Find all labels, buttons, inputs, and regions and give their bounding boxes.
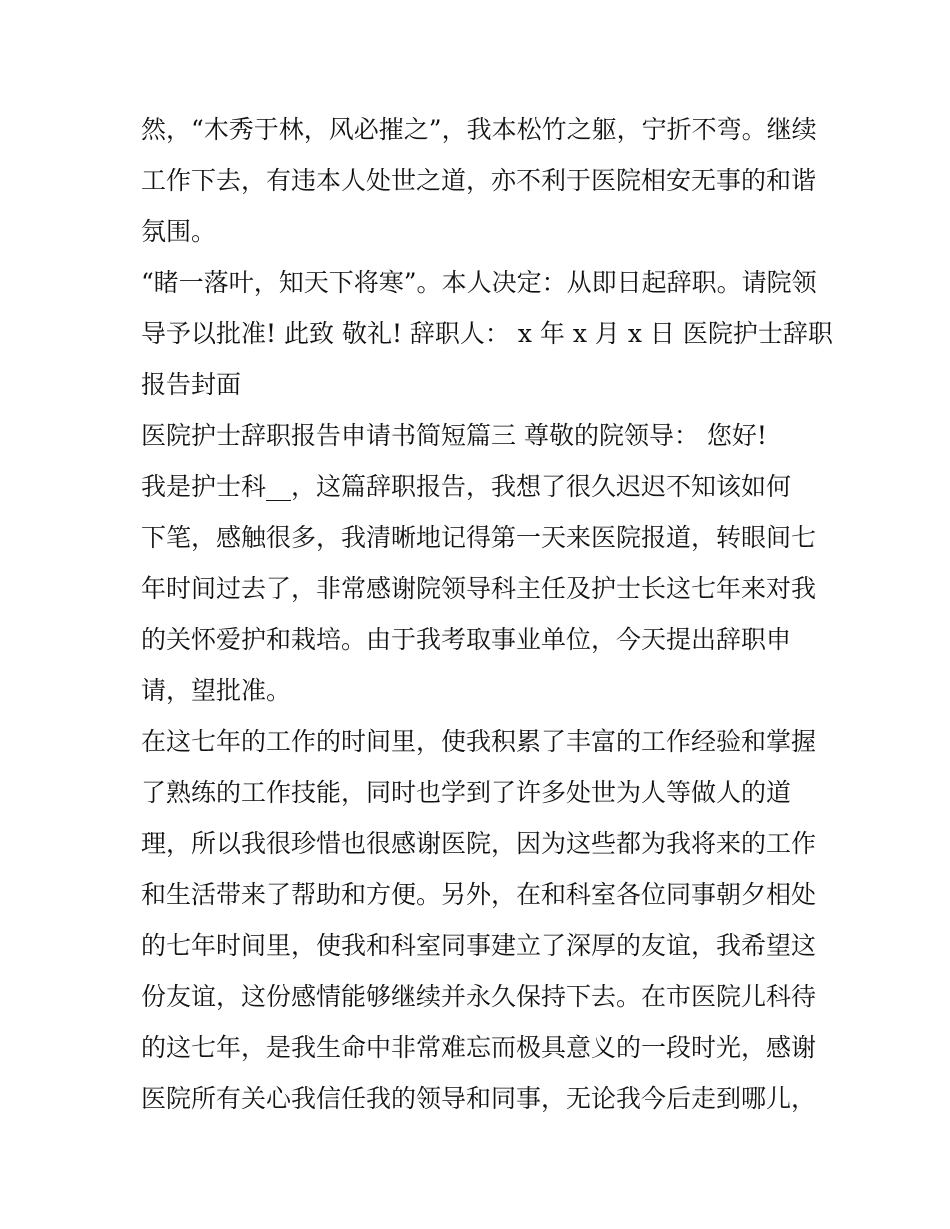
paragraph-4 <box>141 716 821 1124</box>
text-line: 工作下去，有违本人处世之道，亦不利于医院相安无事的和谐 <box>141 166 817 195</box>
text-line: 的关怀爱护和栽培。由于我考取事业单位，今天提出辞职申 <box>141 625 792 654</box>
text-line: 请，望批准。 <box>141 676 292 705</box>
text-line: 然，“木秀于林，风必摧之”，我本松竹之躯，宁折不弯。继续 <box>141 115 817 144</box>
text-line: 年时间过去了，非常感谢院领导科主任及护士长这七年来对我 <box>141 574 817 603</box>
paragraph-1 <box>141 104 821 257</box>
text-line: 的七年时间里，使我和科室同事建立了深厚的友谊，我希望这 <box>141 931 817 960</box>
text-line: 医院护士辞职报告申请书简短篇三 尊敬的院领导： 您好! <box>141 421 767 450</box>
text-line: 氛围。 <box>141 217 217 246</box>
document-body <box>141 104 833 1124</box>
text-line: 导予以批准! 此致 敬礼! 辞职人： x 年 x 月 x 日 医院护士辞职 <box>141 319 833 348</box>
text-line: 在这七年的工作的时间里，使我积累了丰富的工作经验和掌握 <box>141 727 817 756</box>
text-line: 下笔，感触很多，我清晰地记得第一天来医院报道，转眼间七 <box>141 523 817 552</box>
text-line: 报告封面 <box>141 370 242 399</box>
section-heading <box>141 410 821 461</box>
text-line: 我是护士科__，这篇辞职报告，我想了很久迟迟不知该如何 <box>141 472 792 501</box>
text-line: “睹一落叶，知天下将寒”。本人决定：从即日起辞职。请院领 <box>141 268 817 297</box>
text-line: 份友谊，这份感情能够继续并永久保持下去。在市医院儿科待 <box>141 982 817 1011</box>
text-line: 的这七年，是我生命中非常难忘而极具意义的一段时光，感谢 <box>141 1033 817 1062</box>
text-line: 理，所以我很珍惜也很感谢医院，因为这些都为我将来的工作 <box>141 829 817 858</box>
text-line: 医院所有关心我信任我的领导和同事，无论我今后走到哪儿， <box>141 1084 817 1113</box>
text-line: 了熟练的工作技能，同时也学到了许多处世为人等做人的道 <box>141 778 792 807</box>
text-line: 和生活带来了帮助和方便。另外，在和科室各位同事朝夕相处 <box>141 880 817 909</box>
paragraph-2 <box>141 257 833 410</box>
paragraph-3 <box>141 461 821 716</box>
